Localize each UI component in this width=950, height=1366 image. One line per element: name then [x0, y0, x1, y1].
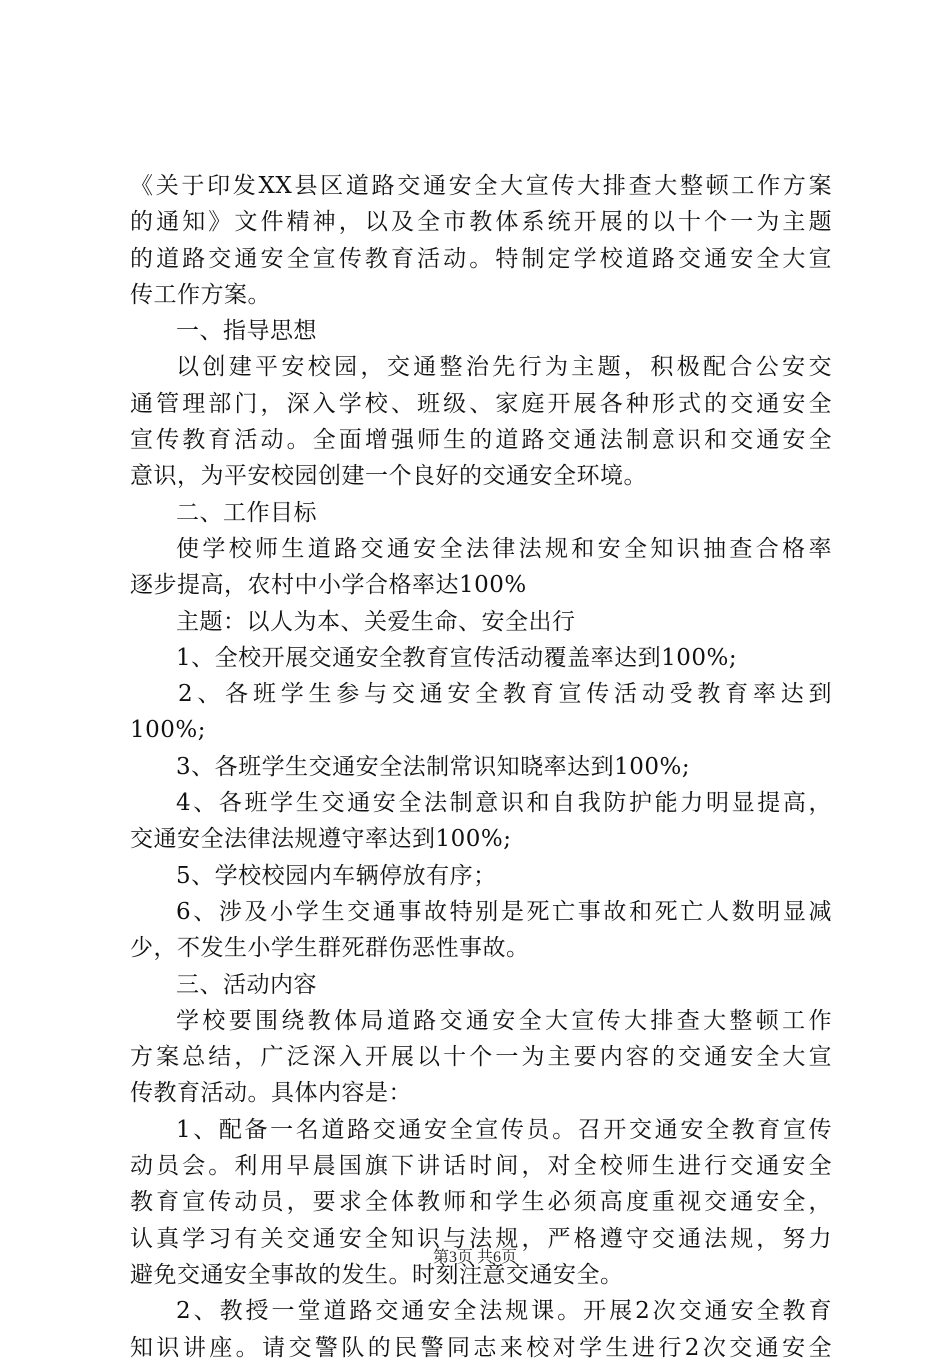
text-line: 100%; — [130, 717, 207, 744]
text-line: 的道路交通安全宣传教育活动。特制定学校道路交通安全大宣 — [130, 245, 832, 272]
goal-item-4: 4、各班学生交通安全法制意识和自我防护能力明显提高， — [176, 790, 832, 817]
goal-item-3: 3、各班学生交通安全法制常识知晓率达到100%; — [176, 753, 691, 780]
text-line: 方案总结，广泛深入开展以十个一为主要内容的交通安全大宣 — [130, 1044, 832, 1071]
text-line: 学校要围绕教体局道路交通安全大宣传大排查大整顿工作 — [176, 1007, 832, 1034]
text-line: 《关于印发XX县区道路交通安全大宣传大排查大整顿工作方案 — [130, 173, 832, 199]
text-line: 教育宣传动员，要求全体教师和学生必须高度重视交通安全， — [130, 1189, 832, 1216]
section-heading-work-goals: 二、工作目标 — [176, 499, 317, 526]
section-heading-guiding-thought: 一、指导思想 — [176, 318, 317, 345]
text-line: 意识，为平安校园创建一个良好的交通安全环境。 — [130, 463, 647, 490]
text-line: 通管理部门，深入学校、班级、家庭开展各种形式的交通安全 — [130, 390, 832, 417]
page-number-footer: 第3页 共6页 — [432, 1249, 517, 1266]
text-line: 以创建平安校园，交通整治先行为主题，积极配合公安交 — [176, 354, 832, 381]
text-line: 知识讲座。请交警队的民警同志来校对学生进行2次交通安全 — [130, 1334, 832, 1361]
text-line: 动员会。利用早晨国旗下讲话时间，对全校师生进行交通安全 — [130, 1153, 832, 1180]
section-heading-activities: 三、活动内容 — [176, 971, 317, 998]
activity-item-1: 1、配备一名道路交通安全宣传员。召开交通安全教育宣传 — [176, 1116, 832, 1143]
text-line: 避免交通安全事故的发生。时刻注意交通安全。 — [130, 1261, 624, 1288]
goal-item-5: 5、学校校园内车辆停放有序； — [176, 862, 497, 889]
goal-item-2: 2、各班学生参与交通安全教育宣传活动受教育率达到 — [178, 681, 832, 708]
text-line: 宣传教育活动。全面增强师生的道路交通法制意识和交通安全 — [130, 427, 832, 454]
text-line: 传工作方案。 — [130, 281, 271, 308]
goal-item-1: 1、全校开展交通安全教育宣传活动覆盖率达到100%; — [176, 644, 738, 671]
text-line: 使学校师生道路交通安全法律法规和安全知识抽查合格率 — [176, 535, 832, 562]
text-line: 的通知》文件精神，以及全市教体系统开展的以十个一为主题 — [130, 209, 832, 236]
activity-item-2: 2、教授一堂道路交通安全法规课。开展2次交通安全教育 — [176, 1298, 832, 1325]
goal-item-6: 6、涉及小学生交通事故特别是死亡事故和死亡人数明显减 — [176, 898, 832, 925]
theme-line: 主题：以人为本、关爱生命、安全出行 — [176, 608, 576, 635]
text-line: 逐步提高，农村中小学合格率达100% — [130, 572, 527, 599]
text-line: 传教育活动。具体内容是： — [130, 1080, 412, 1107]
text-line: 少，不发生小学生群死群伤恶性事故。 — [130, 935, 530, 962]
document-body — [130, 168, 832, 1366]
text-line: 交通安全法律法规遵守率达到100%; — [130, 826, 512, 853]
text-line: 认真学习有关交通安全知识与法规，严格遵守交通法规，努力 — [130, 1225, 832, 1252]
